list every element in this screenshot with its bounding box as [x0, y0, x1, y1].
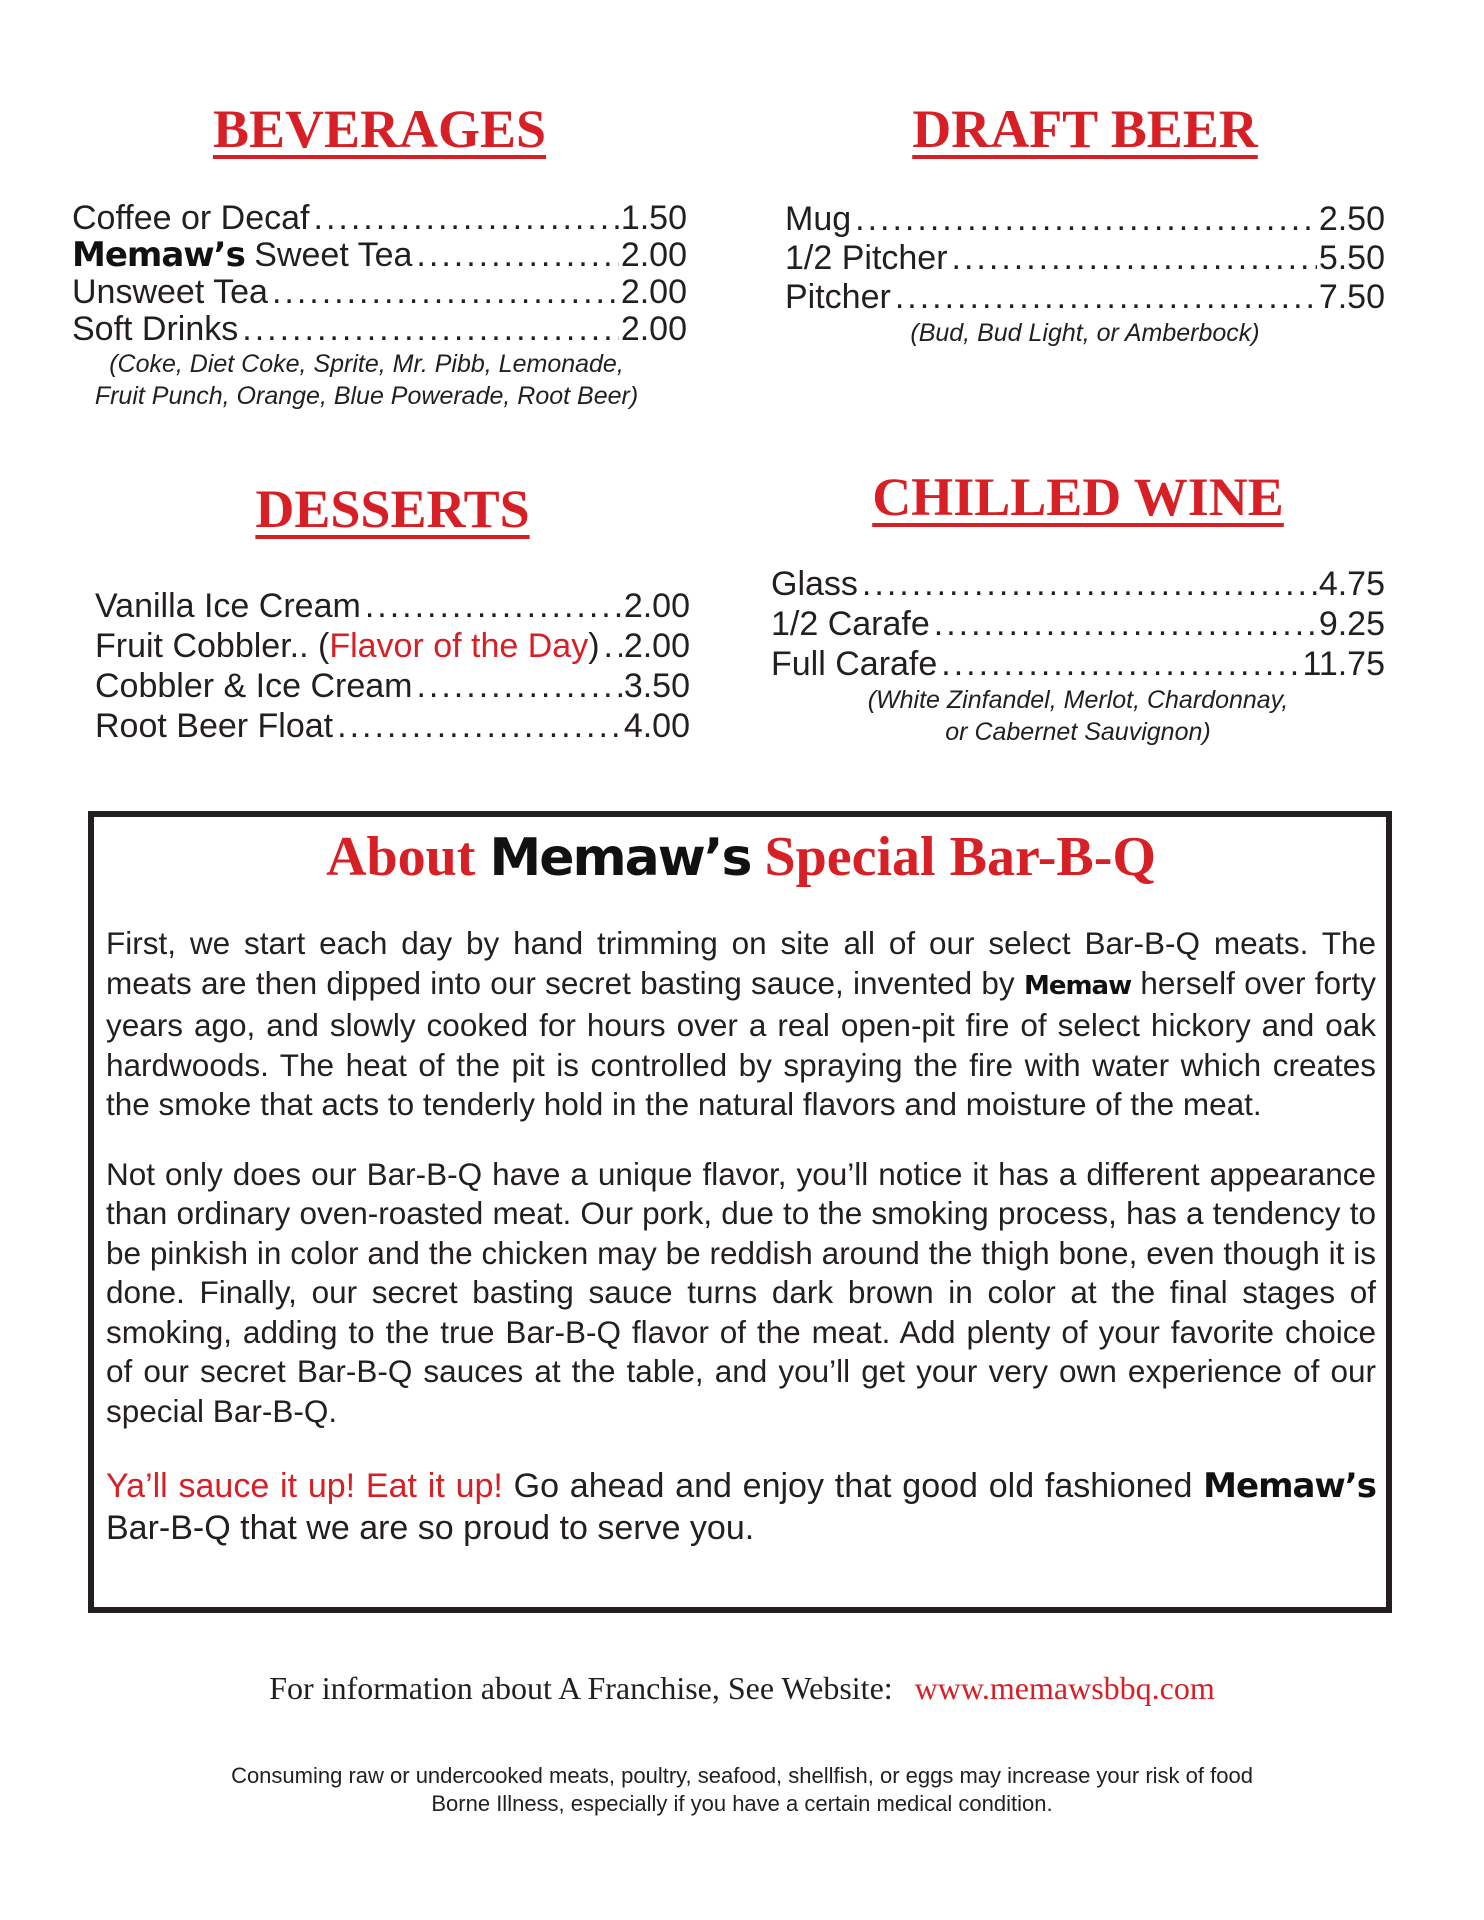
dot-leader — [604, 626, 622, 666]
item-name: Fruit Cobbler.. (Flavor of the Day) — [95, 627, 600, 665]
dot-leader — [941, 644, 1300, 684]
item-name: Unsweet Tea — [72, 273, 268, 311]
item-price: 2.00 — [620, 236, 687, 274]
item-price: 9.25 — [1318, 605, 1385, 643]
chilled-wine-list — [771, 564, 1385, 684]
item-name: Root Beer Float — [95, 707, 334, 745]
item-price: 2.50 — [1318, 200, 1385, 238]
desserts-section — [95, 478, 690, 746]
draft-beer-heading: DRAFT BEER — [912, 99, 1258, 159]
beverages-heading: BEVERAGES — [212, 99, 547, 159]
item-price: 1.50 — [620, 199, 687, 237]
dot-leader — [242, 311, 619, 348]
draft-beer-list — [785, 200, 1385, 317]
desserts-heading: DESSERTS — [255, 479, 530, 539]
flavor-of-day: Flavor of the Day — [329, 627, 589, 665]
dot-leader — [365, 586, 622, 626]
brand-name: Memaw — [1023, 970, 1132, 1001]
menu-item — [785, 200, 1385, 239]
dot-leader — [337, 706, 622, 746]
item-price: 2.00 — [620, 310, 687, 348]
menu-item — [771, 564, 1385, 604]
dot-leader — [934, 604, 1317, 644]
brand-name: Memaw’s — [1203, 1466, 1376, 1506]
menu-item — [771, 604, 1385, 644]
food-safety-disclaimer: Consuming raw or undercooked meats, poultry, seafood, shellfish, or eggs may increase your risk of food Borne Illness, especially if you have a certain medical condition. — [231, 1763, 1253, 1816]
website-link[interactable]: www.memawsbbq.com — [914, 1670, 1215, 1706]
item-name: 1/2 Pitcher — [785, 239, 948, 277]
dot-leader — [855, 200, 1317, 239]
item-price: 4.00 — [623, 707, 690, 745]
item-name: Vanilla Ice Cream — [95, 587, 361, 625]
chilled-wine-heading: CHILLED WINE — [872, 467, 1284, 527]
chilled-wine-note: (White Zinfandel, Merlot, Chardonnay, or Cabernet Sauvignon) — [867, 686, 1289, 746]
draft-beer-note: (Bud, Bud Light, or Amberbock) — [910, 319, 1260, 347]
beverages-note: (Coke, Diet Coke, Sprite, Mr. Pibb, Lemonade, Fruit Punch, Orange, Blue Powerade, Root Beer) — [94, 350, 639, 410]
menu-item — [95, 666, 690, 706]
about-paragraph-3: Ya’ll sauce it up! Eat it up! Go ahead and enjoy that good old fashioned Memaw’s Bar-B-Q that we are so proud to serve you. — [106, 1466, 1376, 1547]
item-name: Mug — [785, 200, 852, 238]
dot-leader — [416, 237, 618, 274]
draft-beer-section — [785, 98, 1385, 349]
menu-item — [95, 586, 690, 626]
item-price: 2.00 — [623, 587, 690, 625]
dot-leader — [416, 666, 621, 706]
item-name: Full Carafe — [771, 645, 938, 683]
menu-item — [95, 626, 690, 666]
desserts-list — [95, 586, 690, 746]
item-price: 4.75 — [1318, 565, 1385, 603]
about-box — [88, 811, 1392, 1613]
menu-item — [771, 644, 1385, 684]
menu-item — [72, 237, 687, 274]
dot-leader — [952, 239, 1317, 278]
menu-item — [785, 278, 1385, 317]
about-paragraph-1: First, we start each day by hand trimming on site all of our select Bar-B-Q meats. The meats are then dipped into our secret basting sauce, invented by Memaw herself over forty years ago, and slowly cooked for hours over a real open-pit fire of select hickory and oak hardwoods. The heat of the pit is controlled by spraying the fire with water which creates the smoke that acts to tenderly hold in the natural flavors and moisture of the meat. — [106, 925, 1376, 1122]
item-price: 7.50 — [1318, 278, 1385, 316]
slogan: Ya’ll sauce it up! Eat it up! — [106, 1467, 503, 1505]
beverages-section — [72, 98, 687, 412]
beverages-list — [72, 200, 687, 348]
item-name: Memaw’s Sweet Tea — [72, 235, 413, 275]
franchise-text: For information about A Franchise, See Website: — [269, 1670, 893, 1706]
item-price: 2.00 — [623, 627, 690, 665]
franchise-info — [0, 1670, 1484, 1707]
menu-item — [785, 239, 1385, 278]
item-price: 5.50 — [1318, 239, 1385, 277]
item-name: Pitcher — [785, 278, 891, 316]
menu-item — [72, 311, 687, 348]
about-paragraph-2: Not only does our Bar-B-Q have a unique flavor, you’ll notice it has a different appearance than ordinary oven-roasted meat. Our pork, due to the smoking process, has a tendency to be pinkish in color and the chicken may be reddish around the thigh bone, even though it is done. Finally, our secret basting sauce turns dark brown in color at the final stages of smoking, adding to the true Bar-B-Q flavor of the meat. Add plenty of your favorite choice of our secret Bar-B-Q sauces at the table, and you’ll get your very own experience of our special Bar-B-Q. — [106, 1155, 1376, 1429]
menu-item — [95, 706, 690, 746]
item-price: 2.00 — [620, 273, 687, 311]
dot-leader — [862, 564, 1317, 604]
menu-item — [72, 200, 687, 237]
about-title: About Memaw’s Special Bar-B-Q — [326, 826, 1156, 888]
dot-leader — [272, 274, 619, 311]
dot-leader — [314, 200, 619, 237]
item-name: Cobbler & Ice Cream — [95, 667, 413, 705]
item-price: 3.50 — [623, 667, 690, 705]
dot-leader — [895, 278, 1317, 317]
brand-name: Memaw’s — [489, 828, 751, 888]
item-price: 11.75 — [1302, 645, 1385, 683]
menu-item — [72, 274, 687, 311]
item-name: 1/2 Carafe — [771, 605, 930, 643]
item-name: Coffee or Decaf — [72, 199, 310, 237]
item-name: Soft Drinks — [72, 310, 239, 348]
item-name: Glass — [771, 565, 858, 603]
chilled-wine-section — [771, 466, 1385, 748]
brand-name: Memaw’s — [72, 235, 245, 275]
